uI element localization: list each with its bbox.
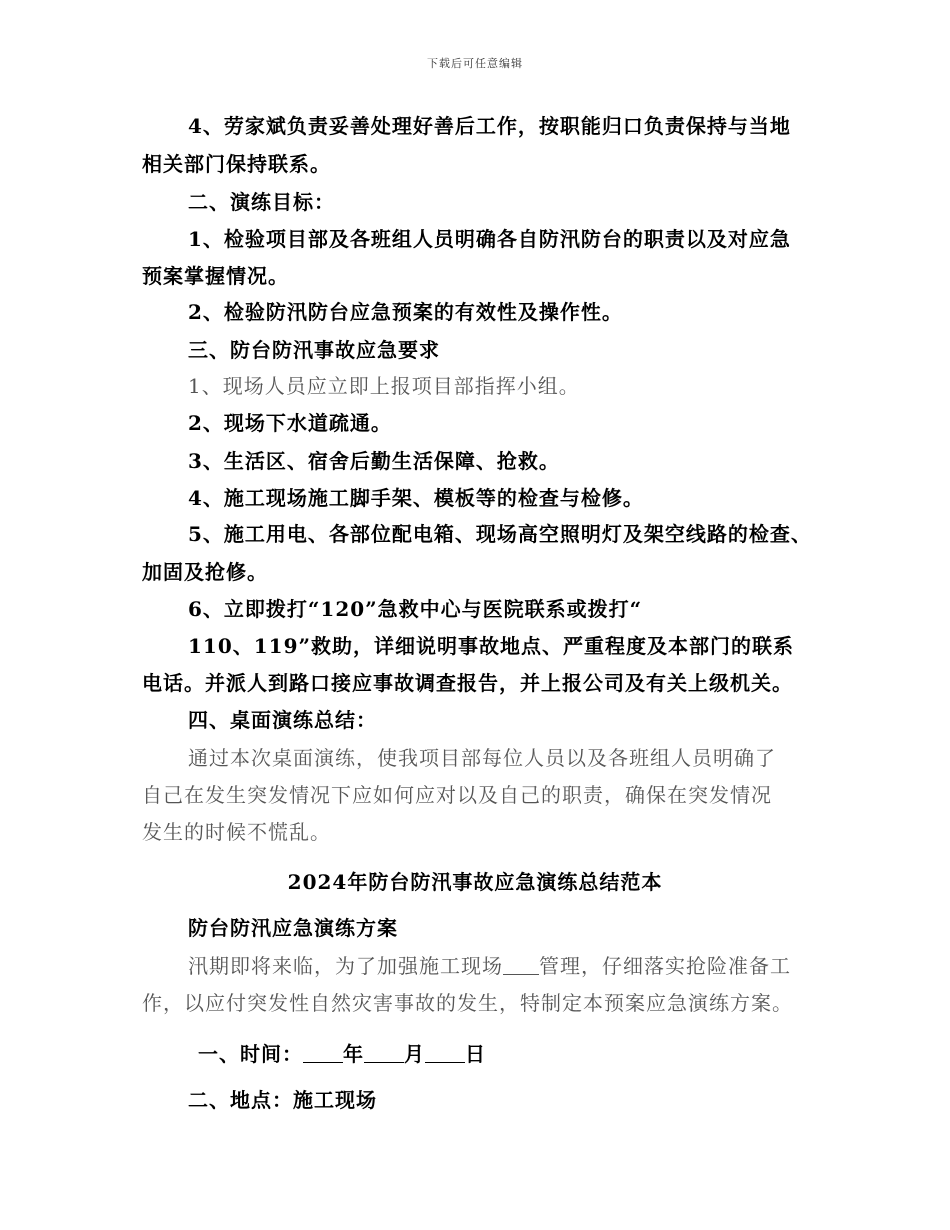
location-line: 二、地点：施工现场 — [188, 1088, 377, 1112]
fill-blank — [503, 956, 539, 975]
paragraph-line: 电话。并派人到路口接应事故调查报告，并上报公司及有关上级机关。 — [142, 671, 793, 695]
section-heading: 三、防台防汛事故应急要求 — [188, 338, 440, 362]
paragraph-line: 作，以应付突发性自然灾害事故的发生，特制定本预案应急演练方案。 — [142, 991, 793, 1015]
section-heading: 防台防汛应急演练方案 — [188, 916, 398, 940]
time-label: 一、时间： — [198, 1042, 303, 1066]
month-blank — [364, 1044, 404, 1063]
day-label: 日 — [465, 1042, 486, 1066]
paragraph-text: 管理，仔细落实抢险准备工 — [539, 954, 791, 978]
section-heading: 二、演练目标： — [188, 190, 335, 214]
paragraph-line: 预案掌握情况。 — [142, 264, 289, 288]
paragraph-line: 4、劳家斌负责妥善处理好善后工作，按职能归口负责保持与当地 — [188, 114, 791, 138]
paragraph-line: 4、施工现场施工脚手架、模板等的检查与检修。 — [188, 486, 644, 510]
paragraph-line — [188, 954, 868, 978]
paragraph-line: 3、生活区、宿舍后勤生活保障、抢救。 — [188, 449, 560, 473]
year-blank — [303, 1044, 343, 1063]
paragraph-line: 6、立即拨打“120”急救中心与医院联系或拨打“ — [188, 597, 643, 621]
page-header: 下载后可任意编辑 — [427, 57, 523, 70]
paragraph-line: 5、施工用电、各部位配电箱、现场高空照明灯及架空线路的检查、 — [188, 522, 812, 546]
paragraph-line: 通过本次桌面演练，使我项目部每位人员以及各班组人员明确了 — [188, 746, 776, 770]
paragraph-line: 110、119”救助，详细说明事故地点、严重程度及本部门的联系 — [188, 634, 794, 658]
document-title: 2024年防台防汛事故应急演练总结范本 — [287, 870, 663, 894]
year-label: 年 — [343, 1042, 364, 1066]
paragraph-line: 发生的时候不慌乱。 — [142, 820, 331, 844]
day-blank — [425, 1044, 465, 1063]
paragraph-text: 汛期即将来临，为了加强施工现场 — [188, 954, 503, 978]
paragraph-line: 1、现场人员应立即上报项目部指挥小组。 — [188, 374, 580, 398]
paragraph-line: 2、检验防汛防台应急预案的有效性及操作性。 — [188, 300, 623, 324]
time-line — [198, 1042, 878, 1066]
paragraph-line: 自己在发生突发情况下应如何应对以及自己的职责，确保在突发情况 — [142, 783, 772, 807]
paragraph-line: 相关部门保持联系。 — [142, 152, 331, 176]
paragraph-line: 2、现场下水道疏通。 — [188, 411, 392, 435]
section-heading: 四、桌面演练总结： — [188, 708, 377, 732]
paragraph-line: 加固及抢修。 — [142, 560, 268, 584]
month-label: 月 — [404, 1042, 425, 1066]
paragraph-line: 1、检验项目部及各班组人员明确各自防汛防台的职责以及对应急 — [188, 227, 791, 251]
